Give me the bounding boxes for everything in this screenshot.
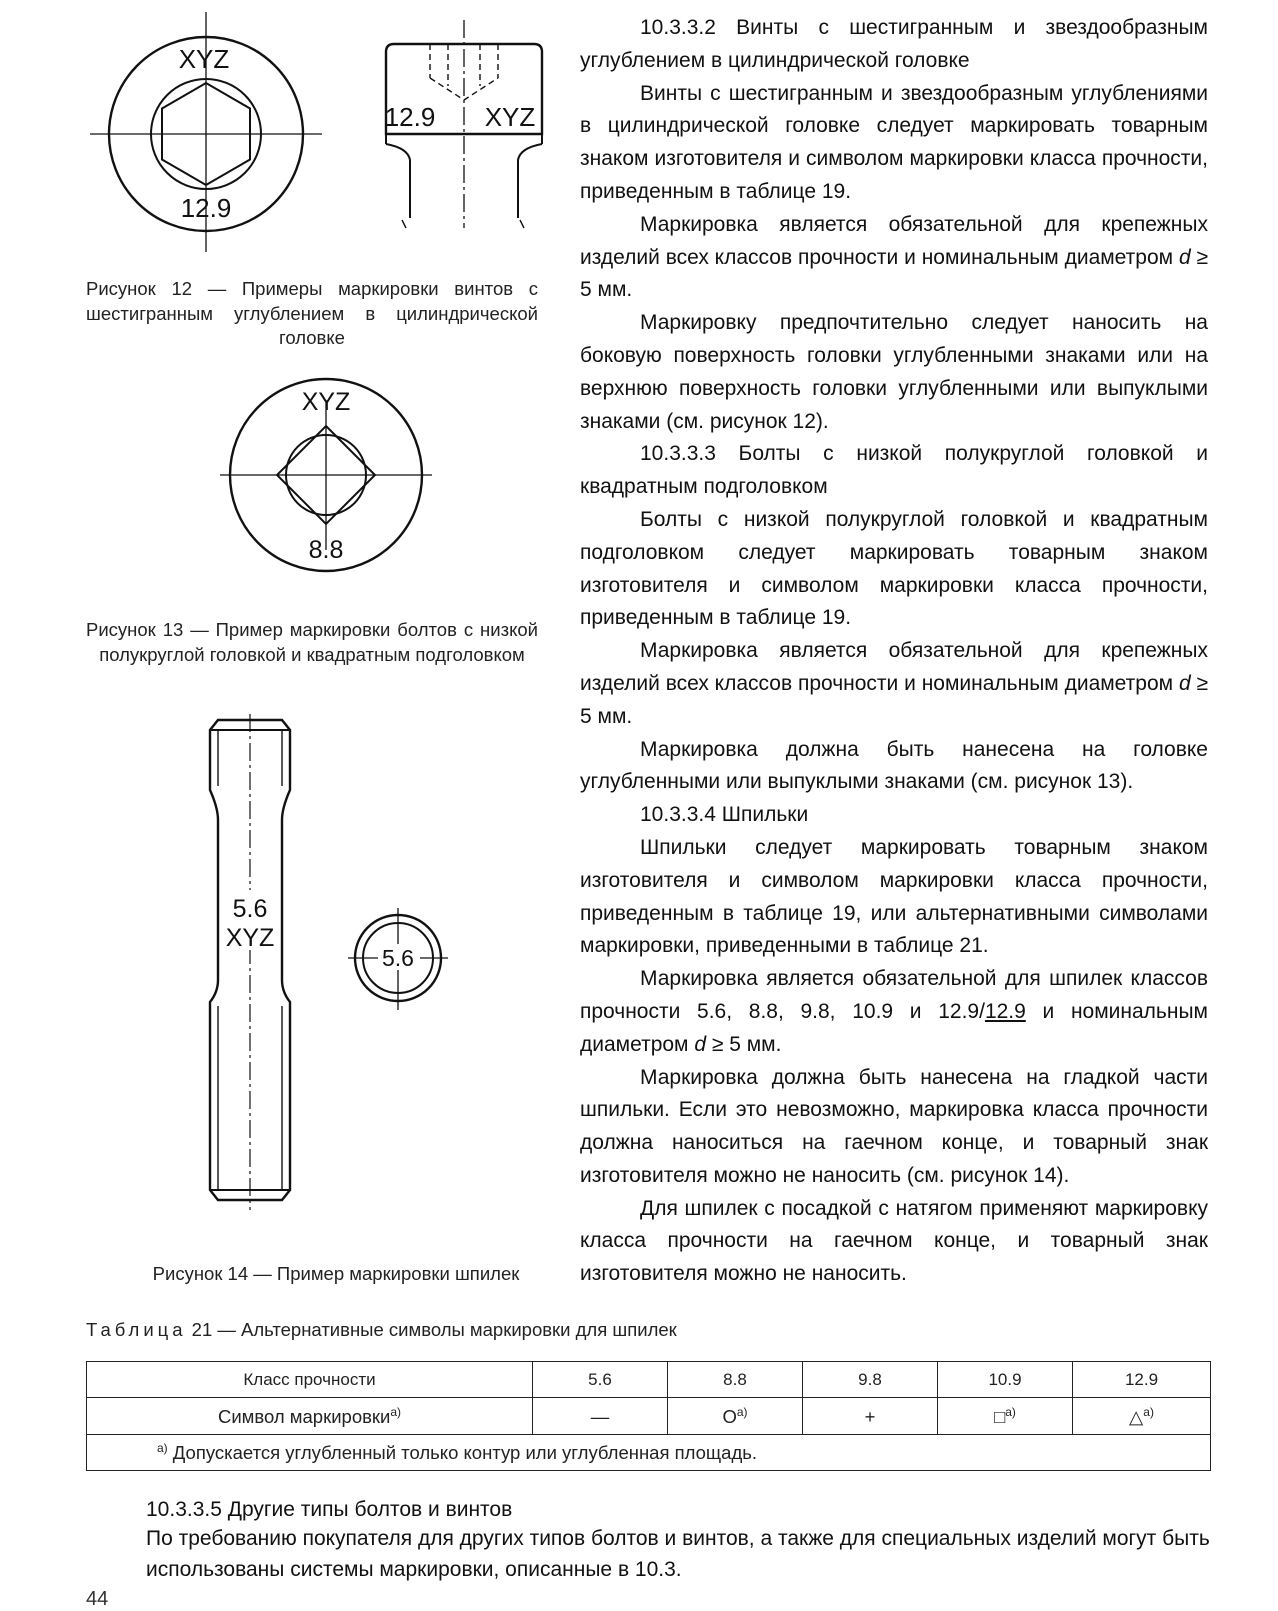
page-number: 44: [86, 1588, 109, 1610]
table-cell: 5.6: [533, 1362, 668, 1398]
table-row-marking-symbol: [87, 1398, 1211, 1435]
figure-14-drawing: [190, 720, 480, 1220]
table-cell: □$^{a)}$: [938, 1398, 1073, 1435]
figure-12-caption: Рисунок 12 — Примеры маркировки винтов с шестигранным углублением в цилиндрической головке: [86, 278, 538, 348]
section-10335-heading: 10.3.3.5 Другие типы болтов и винтов: [146, 1498, 513, 1521]
table-cell: —: [533, 1398, 668, 1435]
text-column: [580, 12, 1208, 1291]
figure-13-drawing: [230, 370, 430, 580]
fig14-stud-label-1: 5.6: [232, 895, 268, 923]
table-cell: $O^{a)}$: [668, 1398, 803, 1435]
figure-14: [190, 720, 480, 1220]
section-10333-paragraph-2: Маркировка является обязательной для крепежных изделий всех классов прочности и номинальным диаметром d ≥ 5 мм.: [580, 639, 1208, 728]
table-21: [86, 1361, 1211, 1471]
fig12-bottom-label: 12.9: [180, 193, 232, 223]
section-10333-paragraph-1: Болты с низкой полукруглой головкой и квадратным подголовком следует маркировать товарным знаком изготовителя и символом маркировки класса прочности, приведенным в таблице 19.: [580, 507, 1208, 630]
section-10332-paragraph-1: Винты с шестигранным и звездообразным углублениями в цилиндрической головке следует маркировать товарным знаком изготовителя и символом маркировки класса прочности, приведенным в таблице 19.: [580, 81, 1208, 203]
table-cell: Класс прочности: [87, 1362, 533, 1398]
fig13-top-label: XYZ: [301, 388, 351, 416]
section-10334-heading: 10.3.3.4 Шпильки: [640, 803, 809, 827]
figure-12: [90, 20, 560, 260]
section-10333-paragraph-3: Маркировка должна быть нанесена на головке углубленными или выпуклыми знаками (см. рисунок 13).: [580, 737, 1208, 794]
table-cell: Символ маркировки$^{a)}$: [87, 1398, 533, 1435]
table-cell: 12.9: [1073, 1362, 1211, 1398]
table-cell: 10.9: [938, 1362, 1073, 1398]
table-row-strength-class: [87, 1362, 1211, 1398]
figure-12-drawing: [90, 20, 560, 260]
fig12-side-right-label: XYZ: [484, 102, 536, 132]
fig13-bottom-label: 8.8: [308, 536, 344, 564]
figure-13-caption: Рисунок 13 — Пример маркировки болтов с низкой полукруглой головкой и квадратным подголовком: [86, 619, 538, 665]
table-cell: △$^{a)}$: [1073, 1398, 1211, 1435]
section-10334-paragraph-3: Маркировка должна быть нанесена на гладкой части шпильки. Если это невозможно, маркировка класса прочности должна наноситься на гаечном конце, и товарный знак изготовителя можно не наносить (см. рисунок 14).: [580, 1065, 1208, 1187]
section-10334-paragraph-1: Шпильки следует маркировать товарным знаком изготовителя и символом маркировки класса прочности, приведенным в таблице 19, или альтернативными символами маркировки, приведенными в таблице 21.: [580, 835, 1208, 958]
section-10334-paragraph-2: Маркировка является обязательной для шпилек классов прочности 5.6, 8.8, 9.8, 10.9 и 12.9/12.9 и номинальным диаметром d ≥ 5 мм.: [580, 967, 1208, 1056]
table-cell: +: [803, 1398, 938, 1435]
section-10332-paragraph-3: Маркировку предпочтительно следует наносить на боковую поверхность головки углубленными знаками или на верхнюю поверхность головки углубленными или выпуклыми знаками (см. рисунок 12).: [580, 311, 1208, 433]
section-10333-heading: 10.3.3.3 Болты с низкой полукруглой головкой и квадратным подголовком: [580, 442, 1208, 499]
table-footnote: $^{a)}$ Допускается углубленный только контур или углубленная площадь.: [87, 1435, 1211, 1471]
fig12-side-left-label: 12.9: [384, 102, 436, 132]
fig14-stud-label-2: XYZ: [225, 924, 275, 952]
section-10332-paragraph-2: Маркировка является обязательной для крепежных изделий всех классов прочности и номинальным диаметром d ≥ 5 мм.: [580, 212, 1208, 302]
section-10334-paragraph-4: Для шпилек с посадкой с натягом применяют маркировку класса прочности на гаечном конце, и товарный знак изготовителя можно не наносить.: [580, 1196, 1208, 1286]
fig12-top-label: XYZ: [178, 44, 230, 74]
section-10335-paragraph: По требованию покупателя для других типов болтов и винтов, а также для специальных изделий могут быть использованы системы маркировки, описанные в 10.3.: [146, 1527, 1210, 1581]
table-footnote-row: [87, 1435, 1211, 1471]
figure-14-caption: Рисунок 14 — Пример маркировки шпилек: [152, 1263, 520, 1284]
section-10332-heading: 10.3.3.2 Винты с шестигранным и звездообразным углублением в цилиндрической головке: [580, 16, 1208, 72]
fig14-end-label: 5.6: [382, 945, 414, 971]
figure-13: [230, 370, 430, 580]
table-cell: 8.8: [668, 1362, 803, 1398]
table-cell: 9.8: [803, 1362, 938, 1398]
table-21-title: Таблица 21 — Альтернативные символы маркировки для шпилек: [86, 1319, 677, 1340]
